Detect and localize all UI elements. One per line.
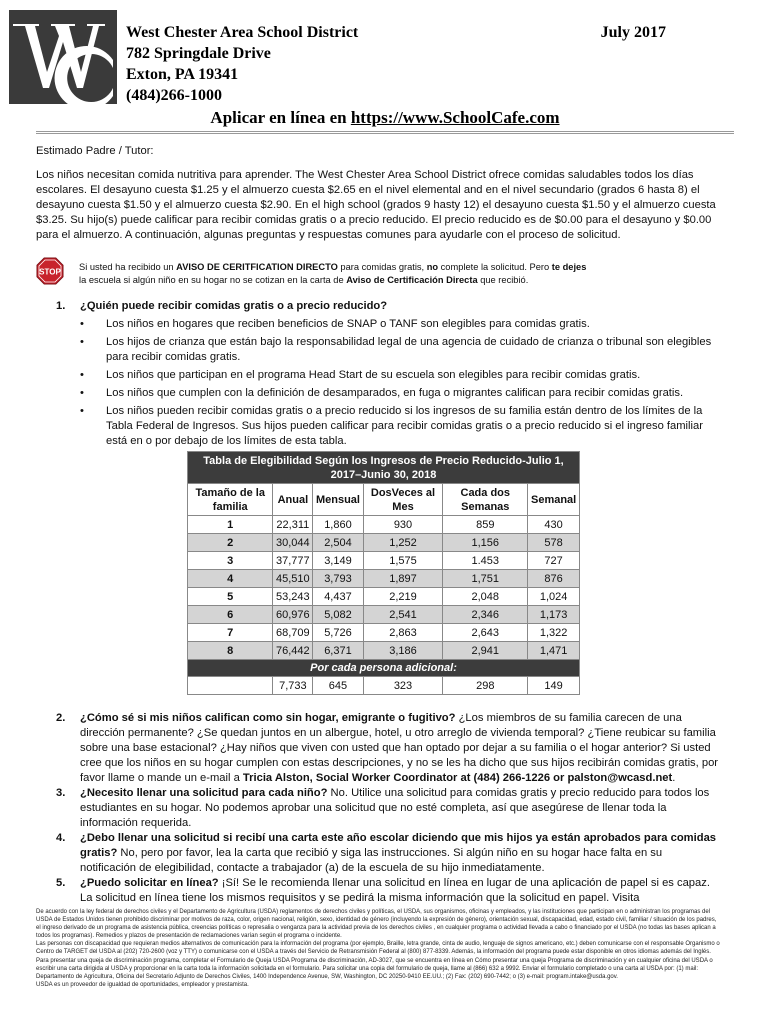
additional-person-row	[188, 677, 580, 695]
stop-sign-icon	[36, 257, 64, 285]
list-item	[56, 386, 720, 401]
family-size-cell: 6	[188, 606, 273, 624]
list-item-text: Los niños que cumplen con la definición de desamparados, en fuga o migrantes califican para recibir comidas gratis.	[106, 387, 684, 399]
table-cell: 1,575	[363, 552, 443, 570]
column-header: Tamaño de la familia	[188, 484, 273, 516]
table-cell: 149	[528, 677, 580, 695]
header-divider	[36, 131, 734, 134]
table-cell: 1,471	[528, 642, 580, 660]
district-logo	[9, 10, 117, 104]
family-size-cell: 7	[188, 624, 273, 642]
question-number: 4.	[56, 832, 66, 844]
table-cell: 2,941	[443, 642, 528, 660]
table-cell: 37,777	[273, 552, 313, 570]
table-cell: 5,082	[313, 606, 363, 624]
table-cell: 3,793	[313, 570, 363, 588]
question-number: 1.	[56, 300, 66, 312]
bullet-icon: •	[80, 318, 84, 330]
bullet-icon: •	[80, 369, 84, 381]
notice-bold-4: Aviso de Certificación Directa	[346, 275, 478, 285]
apply-online-heading	[0, 108, 770, 128]
question-title: ¿Necesito llenar una solicitud para cada niño?	[80, 787, 328, 799]
table-row	[188, 552, 580, 570]
question-number: 5.	[56, 877, 66, 889]
table-cell: 60,976	[273, 606, 313, 624]
table-cell: 76,442	[273, 642, 313, 660]
table-cell: 1,156	[443, 534, 528, 552]
family-size-cell: 8	[188, 642, 273, 660]
table-cell: 2,346	[443, 606, 528, 624]
family-size-cell: 4	[188, 570, 273, 588]
stop-sign-label: STOP	[39, 267, 61, 277]
answer-text: No, pero por favor, lea la carta que recibió y siga las instrucciones. Si algún niño en su hogar hace falta en su notificación de elegibilidad, contacte a trabajador (a) de la escuela de su hijo inmediatamente.	[80, 847, 663, 874]
question-3	[56, 786, 720, 831]
column-header: Semanal	[528, 484, 580, 516]
table-cell: 2,504	[313, 534, 363, 552]
list-item-text: Los niños que participan en el programa Head Start de su escuela son elegibles para recibir comidas gratis.	[106, 369, 641, 381]
table-row	[188, 588, 580, 606]
notice-text-4: la escuela si algún niño en su hogar no se cotizan en la carta de	[79, 275, 347, 285]
family-size-cell: 5	[188, 588, 273, 606]
list-item	[56, 368, 720, 383]
table-cell: 22,311	[273, 516, 313, 534]
footer-paragraph: Las personas con discapacidad que requieran medios alternativos de comunicación para la información del programa (por ejemplo, Braille, letra grande, cinta de audio, lenguaje de signos americano, etc.) deben comunicarse con el responsable Organismo o Centro de TARGET del USDA al (202) 720-2600 (voz y TTY) o comunicarse con el USDA a través del Servicio de Retransmisión Federal al (800) 877-8339. Además, la información del programa puede estar disponible en otros idiomas además del Inglés.	[36, 941, 720, 956]
column-header: Mensual	[313, 484, 363, 516]
social-worker-contact: Tricia Alston, Social Worker Coordinator at (484) 266-1226 or palston@wcasd.net	[242, 772, 673, 784]
bullet-icon: •	[80, 336, 84, 348]
table-cell: 6,371	[313, 642, 363, 660]
question-number: 2.	[56, 712, 66, 724]
column-header: Cada dos Semanas	[443, 484, 528, 516]
notice-text-3: complete la solicitud. Pero	[438, 262, 552, 272]
family-size-cell: 2	[188, 534, 273, 552]
table-title: Tabla de Elegibilidad Según los Ingresos de Precio Reducido-Julio 1, 2017–Junio 30, 2018	[188, 452, 580, 484]
notice-bold-3: te dejes	[551, 262, 587, 272]
question-number: 3.	[56, 787, 66, 799]
table-row	[188, 642, 580, 660]
table-cell: 859	[443, 516, 528, 534]
answer-text: ¡Sí! Se le recomienda llenar una solicitud en línea en lugar de una aplicación de papel si es capaz. La solicitud en línea tiene los mismos requisitos y se pedirá la misma información que la solicitud en papel. Visita	[80, 877, 710, 904]
table-cell: 53,243	[273, 588, 313, 606]
list-item	[56, 404, 720, 449]
intro-paragraph: Los niños necesitan comida nutritiva para aprender. The West Chester Area School District ofrece comidas saludables todos los días escolares. El desayuno cuesta $1.25 y el almuerzo cuesta $2.65 en el nivel elemental and en el nivel secundario (grados 6 hasta 8) el desayuno cuesta $1.50 y el almuerzo cuesta $2.90. En el high school (grados 9 hasty 12) el desayuno cuesta $1.50 y el almuerzo cuesta $3.25. Su hijo(s) puede calificar para recibir comidas gratis o a precio reducido. El precio reducido es de $0.00 para el desayuno y $0.00 para el almuerzo. A continuación, algunas preguntas y respuestas comunes para ayudarle con el proceso de solicitud.	[36, 169, 716, 241]
table-row	[188, 570, 580, 588]
table-cell: 2,541	[363, 606, 443, 624]
bullet-icon: •	[80, 405, 84, 417]
income-eligibility-table	[187, 451, 580, 695]
table-row	[188, 606, 580, 624]
list-item-text: Los niños pueden recibir comidas gratis o a precio reducido si los ingresos de su familia están dentro de los límites de la Tabla Federal de Ingresos. Sus hijos pueden calificar para recibir comidas gratis o a precio reducido si el ingreso familiar está en o por debajo de los límites de esta tabla.	[106, 405, 703, 447]
table-cell: 2,863	[363, 624, 443, 642]
table-cell: 2,219	[363, 588, 443, 606]
notice-bold-1: AVISO DE CERITFICATION DIRECTO	[176, 262, 338, 272]
table-cell: 68,709	[273, 624, 313, 642]
family-size-cell: 1	[188, 516, 273, 534]
table-cell: 578	[528, 534, 580, 552]
answer-text: No. Utilice una solicitud para comidas gratis y precio reducido para todos los estudiantes en su hogar. No podemos aprobar una solicitud que no esté completa, así que asegúrese de llenar toda la información requerida.	[80, 787, 710, 829]
table-cell: 7,733	[273, 677, 313, 695]
additional-person-label: Por cada persona adicional:	[188, 660, 580, 677]
answer-text: ¿Los miembros de su familia carecen de una dirección permanente? ¿Se quedan juntos en un albergue, hotel, u otro arreglo de vivienda temporal? ¿Tiene reubicar su familia sobre una base estacional? ¿Hay niños que viven con usted que han optado por dejar a su familia o el hogar anterior? Si usted cree que los niños en su hogar cumplen con estas descripciones, y no se les ha dicho que sus hijos recibirán comidas gratis, por favor llame o mande un e-mail a	[80, 712, 719, 784]
table-cell: 5,726	[313, 624, 363, 642]
table-cell: 30,044	[273, 534, 313, 552]
faq-list	[56, 711, 720, 906]
table-cell: 298	[443, 677, 528, 695]
table-cell: 1,751	[443, 570, 528, 588]
table-cell: 876	[528, 570, 580, 588]
table-row	[188, 624, 580, 642]
table-cell: 4,437	[313, 588, 363, 606]
table-cell: 2,643	[443, 624, 528, 642]
table-cell: 2,048	[443, 588, 528, 606]
list-item	[56, 317, 720, 332]
table-cell: 1,252	[363, 534, 443, 552]
question-5	[56, 876, 720, 906]
schoolcafe-link[interactable]: https://www.SchoolCafe.com	[350, 108, 560, 127]
table-cell: 323	[363, 677, 443, 695]
footer-paragraph: USDA es un proveedor de igualdad de oportunidades, empleador y prestamista.	[36, 981, 249, 988]
table-cell: 45,510	[273, 570, 313, 588]
table-cell: 1,897	[363, 570, 443, 588]
question-1	[56, 299, 720, 452]
question-title: ¿Debo llenar una solicitud si recibí una carta este año escolar diciendo que mis hijos ya están aprobados para comidas gratis?	[80, 832, 717, 859]
list-item-text: Los hijos de crianza que están bajo la responsabilidad legal de una agencia de cuidado de crianza o tribunal son elegibles para recibir comidas gratis.	[106, 336, 712, 363]
table-row	[188, 516, 580, 534]
footer-paragraph: De acuerdo con la ley federal de derechos civiles y el Departamento de Agricultura (USDA) reglamentos de derechos civiles y políticas, el USDA, sus organismos, oficinas y empleados, y las instituciones que participan en o administran los programas del USDA de Estados Unidos tienen prohibido discriminar por motivos de raza, color, origen nacional, religión, sexo, identidad de género (incluyendo la expresión de género), orientación sexual, discapacidad, edad, estado civil, familiar / situación de los padres, el ingreso derivado de un programa de asistencia pública, creencias políticas o represalia o venganza para la actividad previa de los derechos civiles , en cualquier programa o actividad llevada a cabo o financiado por el USDA (no todas las bases aplican a todos los programas). Remedios y plazos de presentación de reclamaciones varían según el programa o incidente.	[36, 909, 717, 940]
list-item-text: Los niños en hogares que reciben beneficios de SNAP o TANF son elegibles para comidas gratis.	[106, 318, 590, 330]
table-cell: 430	[528, 516, 580, 534]
table-row	[188, 534, 580, 552]
family-size-cell: 3	[188, 552, 273, 570]
district-city: Exton, PA 19341	[126, 66, 239, 83]
notice-text-1: Si usted ha recibido un	[79, 262, 177, 272]
table-cell: 645	[313, 677, 363, 695]
notice-text-5: que recibió.	[477, 275, 529, 285]
question-title: ¿Quién puede recibir comidas gratis o a precio reducido?	[80, 300, 388, 312]
direct-certification-notice	[79, 261, 719, 287]
district-name: West Chester Area School District	[126, 24, 359, 41]
footer-paragraph: Para presentar una queja de discriminación programa, completar el Formulario de Queja USDA Programa de discriminación, AD-3027, que se encuentra en línea en Cómo presentar una queja Programa de discriminación y en cualquier oficina del USDA o escribir una carta dirigida al USDA y proporcionar en la carta toda la información solicitada en el formulario. Para solicitar una copia del formulario de queja, llame al (866) 632 a 9992. Enviar el formulario completado o una carta al USDA por: (1) mail: Departamento de Agricultura, Oficina del Secretario Adjunto de Derechos Civiles, 1400 Independence Avenue, SW, Washington, DC 20250-9410 EE.UU.; (2) Fax: (202) 690-7442; o (3) e-mail: program.intake@usda.gov.	[36, 957, 713, 980]
eligibility-list	[56, 317, 720, 449]
table-cell	[188, 677, 273, 695]
district-street: 782 Springdale Drive	[126, 45, 271, 62]
column-header: DosVeces al Mes	[363, 484, 443, 516]
table-cell: 3,186	[363, 642, 443, 660]
answer-end: .	[672, 772, 676, 784]
letter-date: July 2017	[600, 24, 666, 41]
table-cell: 1,173	[528, 606, 580, 624]
question-title: ¿Puedo solicitar en línea?	[80, 877, 219, 889]
bullet-icon: •	[80, 387, 84, 399]
notice-text-2: para comidas gratis,	[337, 262, 427, 272]
table-cell: 1,024	[528, 588, 580, 606]
question-title: ¿Cómo sé si mis niños califican como sin hogar, emigrante o fugitivo?	[80, 712, 456, 724]
table-cell: 3,149	[313, 552, 363, 570]
table-cell: 1,860	[313, 516, 363, 534]
apply-prefix: Aplicar en línea en	[210, 108, 351, 127]
district-phone: (484)266-1000	[126, 87, 222, 104]
table-cell: 727	[528, 552, 580, 570]
list-item	[56, 335, 720, 365]
question-2	[56, 711, 720, 786]
table-cell: 930	[363, 516, 443, 534]
notice-bold-2: no	[426, 262, 439, 272]
nondiscrimination-statement	[36, 908, 720, 989]
district-header	[126, 22, 666, 106]
column-header: Anual	[273, 484, 313, 516]
greeting: Estimado Padre / Tutor:	[36, 145, 154, 157]
table-cell: 1.453	[443, 552, 528, 570]
table-cell: 1,322	[528, 624, 580, 642]
question-4	[56, 831, 720, 876]
